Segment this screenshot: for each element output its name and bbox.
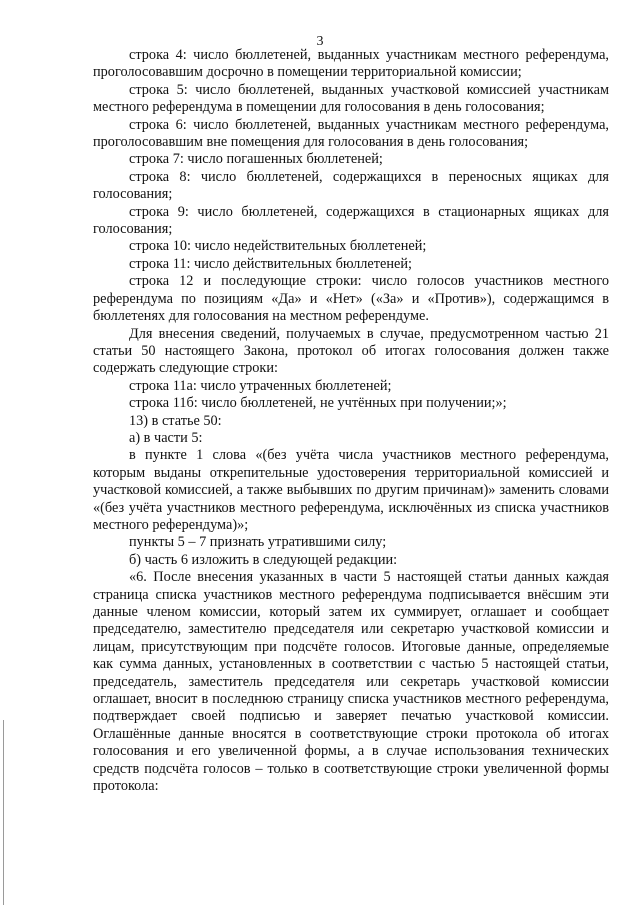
document-body	[93, 47, 609, 795]
paragraph-points-5-7: пункты 5 – 7 признать утратившими силу;	[129, 534, 387, 551]
paragraph-line-12: строка 12 и последующие строки: число голосов участников местного референдума по позициям «Да» и «Нет» («За» и «Против»), содержащимся в бюллетенях для голосования на местном референдуме.	[93, 273, 609, 325]
paragraph-line-8: строка 8: число бюллетеней, содержащихся в переносных ящиках для голосования;	[93, 168, 609, 203]
paragraph-subitem-a: а) в части 5:	[129, 429, 203, 446]
paragraph-line-5: строка 5: число бюллетеней, выданных участковой комиссией участникам местного референдума в помещении для голосования в день голосования;	[93, 81, 609, 116]
paragraph-item-13: 13) в статье 50:	[129, 412, 222, 429]
paragraph-point-1-amendment: в пункте 1 слова «(без учёта числа участников местного референдума, которым выданы открепительные удостоверения территориальной комиссией и участковой комиссией, а также выбывших по другим причинам)» заменить словами «(без учёта участников местного референдума, исключённых из списка участников местного референдума)»;	[93, 447, 609, 533]
scan-edge-line	[3, 720, 4, 905]
paragraph-line-10: строка 10: число недействительных бюллетеней;	[129, 238, 427, 255]
paragraph-line-4: строка 4: число бюллетеней, выданных участникам местного референдума, проголосовавшим досрочно в помещении территориальной комиссии;	[93, 47, 609, 81]
paragraph-line-7: строка 7: число погашенных бюллетеней;	[129, 151, 383, 168]
paragraph-additional-lines-intro: Для внесения сведений, получаемых в случае, предусмотренном частью 21 статьи 50 настоящего Закона, протокол об итогах голосования должен также содержать следующие строки:	[93, 325, 609, 377]
paragraph-subitem-b: б) часть 6 изложить в следующей редакции:	[129, 551, 398, 568]
paragraph-line-11a: строка 11а: число утраченных бюллетеней;	[129, 377, 392, 394]
paragraph-part-6-text: «6. После внесения указанных в части 5 настоящей статьи данных каждая страница списка участников местного референдума подписывается внёсшим эти данные членом комиссии, который затем их суммирует, оглашает и сообщает председателю, заместителю председателя или секретарю участковой комиссии и лицам, присутствующим при подсчёте голосов. Итоговые данные, определяемые как сумма данных, установленных в соответствии с частью 5 настоящей статьи, председатель, заместитель председателя или секретарь участковой комиссии оглашает, вносит в последнюю страницу списка участников местного референдума, подтверждает своей подписью и заверяет печатью участковой комиссии. Оглашённые данные вносятся в соответствующие строки протокола об итогах голосования и его увеличенной формы, а в случае использования технических средств подсчёта голосов – только в соответствующие строки увеличенной формы протокола:	[93, 569, 609, 795]
paragraph-line-6: строка 6: число бюллетеней, выданных участникам местного референдума, проголосовавшим вне помещения для голосования в день голосования;	[93, 116, 609, 151]
paragraph-line-11: строка 11: число действительных бюллетеней;	[129, 255, 412, 272]
paragraph-line-11b: строка 11б: число бюллетеней, не учтённых при получении;»;	[129, 395, 507, 412]
paragraph-line-9: строка 9: число бюллетеней, содержащихся в стационарных ящиках для голосования;	[93, 203, 609, 238]
page-number: 3	[316, 34, 324, 49]
